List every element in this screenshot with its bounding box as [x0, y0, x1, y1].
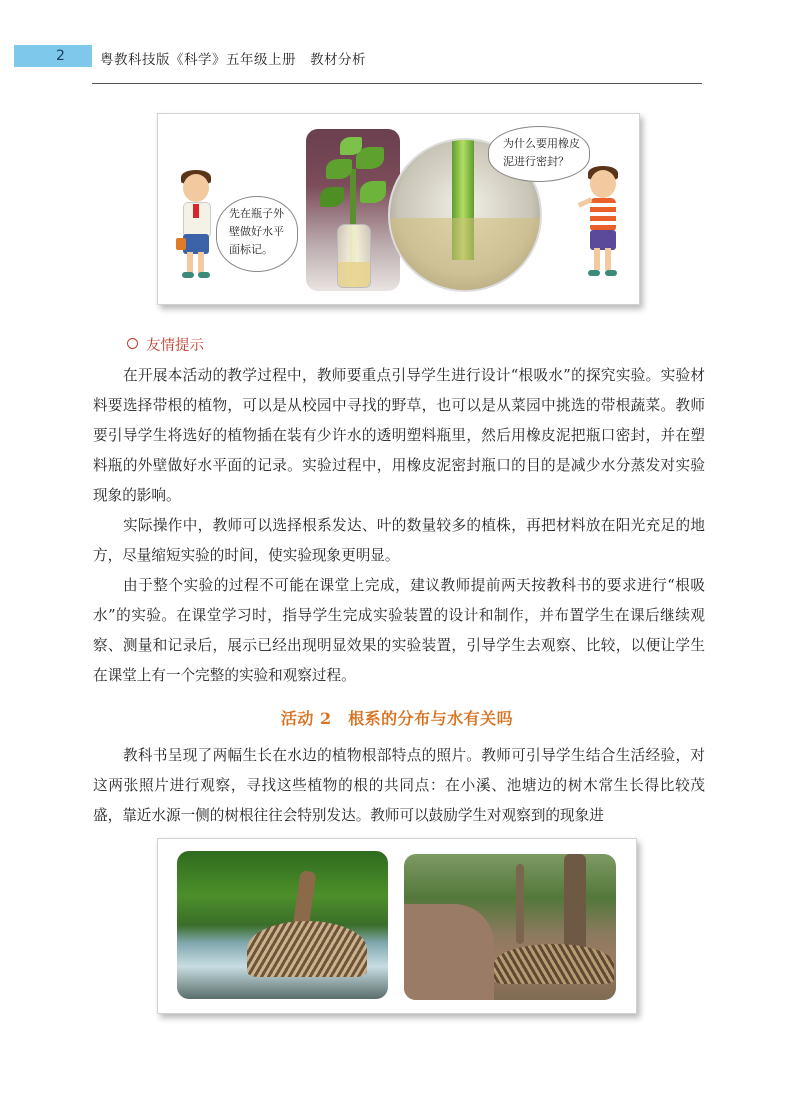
boy-illustration-right [578, 166, 622, 294]
speech-bubble-left: 先在瓶子外壁做好水平面标记。 [216, 196, 298, 272]
header-divider [92, 83, 702, 84]
tip-paragraph-1: 在开展本活动的教学过程中，教师要重点引导学生进行设计“根吸水”的探究实验。实验材料要选择带根的植物，可以是从校园中寻找的野草，也可以是从菜园中挑选的带根蔬菜。教师要引导学生将选好的植物插在装有少许水的透明塑料瓶里，然后用橡皮泥把瓶口密封，并在塑料瓶的外壁做好水平面的记录。实验过程中，用橡皮泥密封瓶口的目的是减少水分蒸发对实验现象的影响。 [93, 367, 705, 504]
stream-tree-roots-photo [177, 851, 388, 999]
pond-tree-roots-photo [404, 854, 616, 1000]
tip-heading-text: 友情提示 [146, 338, 204, 354]
experiment-figure [157, 113, 640, 305]
tip-heading [127, 334, 204, 355]
speech-bubble-right: 为什么要用橡皮泥进行密封？ [488, 126, 590, 182]
header-tab [14, 45, 92, 67]
circle-bullet-icon [127, 338, 138, 349]
tip-paragraph-2: 实际操作中，教师可以选择根系发达、叶的数量较多的植株，再把材料放在阳光充足的地方，尽量缩短实验的时间，使实验现象更明显。 [93, 517, 705, 564]
boy-illustration-left [176, 170, 216, 290]
activity-paragraph: 教科书呈现了两幅生长在水边的植物根部特点的照片。教师可引导学生结合生活经验，对这两张照片进行观察，寻找这些植物的根的共同点：在小溪、池塘边的树木常生长得比较茂盛，靠近水源一侧的树根往往会特别发达。教师可以鼓励学生对观察到的现象进 [93, 747, 705, 824]
page-number: 2 [56, 48, 65, 64]
tip-paragraph-3: 由于整个实验的过程不可能在课堂上完成，建议教师提前两天按教科书的要求进行“根吸水”的实验。在课堂学习时，指导学生完成实验装置的设计和制作，并布置学生在课后继续观察、测量和记录后，展示已经出现明显效果的实验装置，引导学生去观察、比较，以便让学生在课堂上有一个完整的实验和观察过程。 [93, 577, 705, 684]
plant-in-bottle-photo [306, 129, 400, 291]
header-title: 粤教科技版《科学》五年级上册 教材分析 [100, 52, 366, 68]
roots-figure [157, 838, 637, 1014]
activity-title: 活动 2 根系的分布与水有关吗 [280, 709, 514, 728]
